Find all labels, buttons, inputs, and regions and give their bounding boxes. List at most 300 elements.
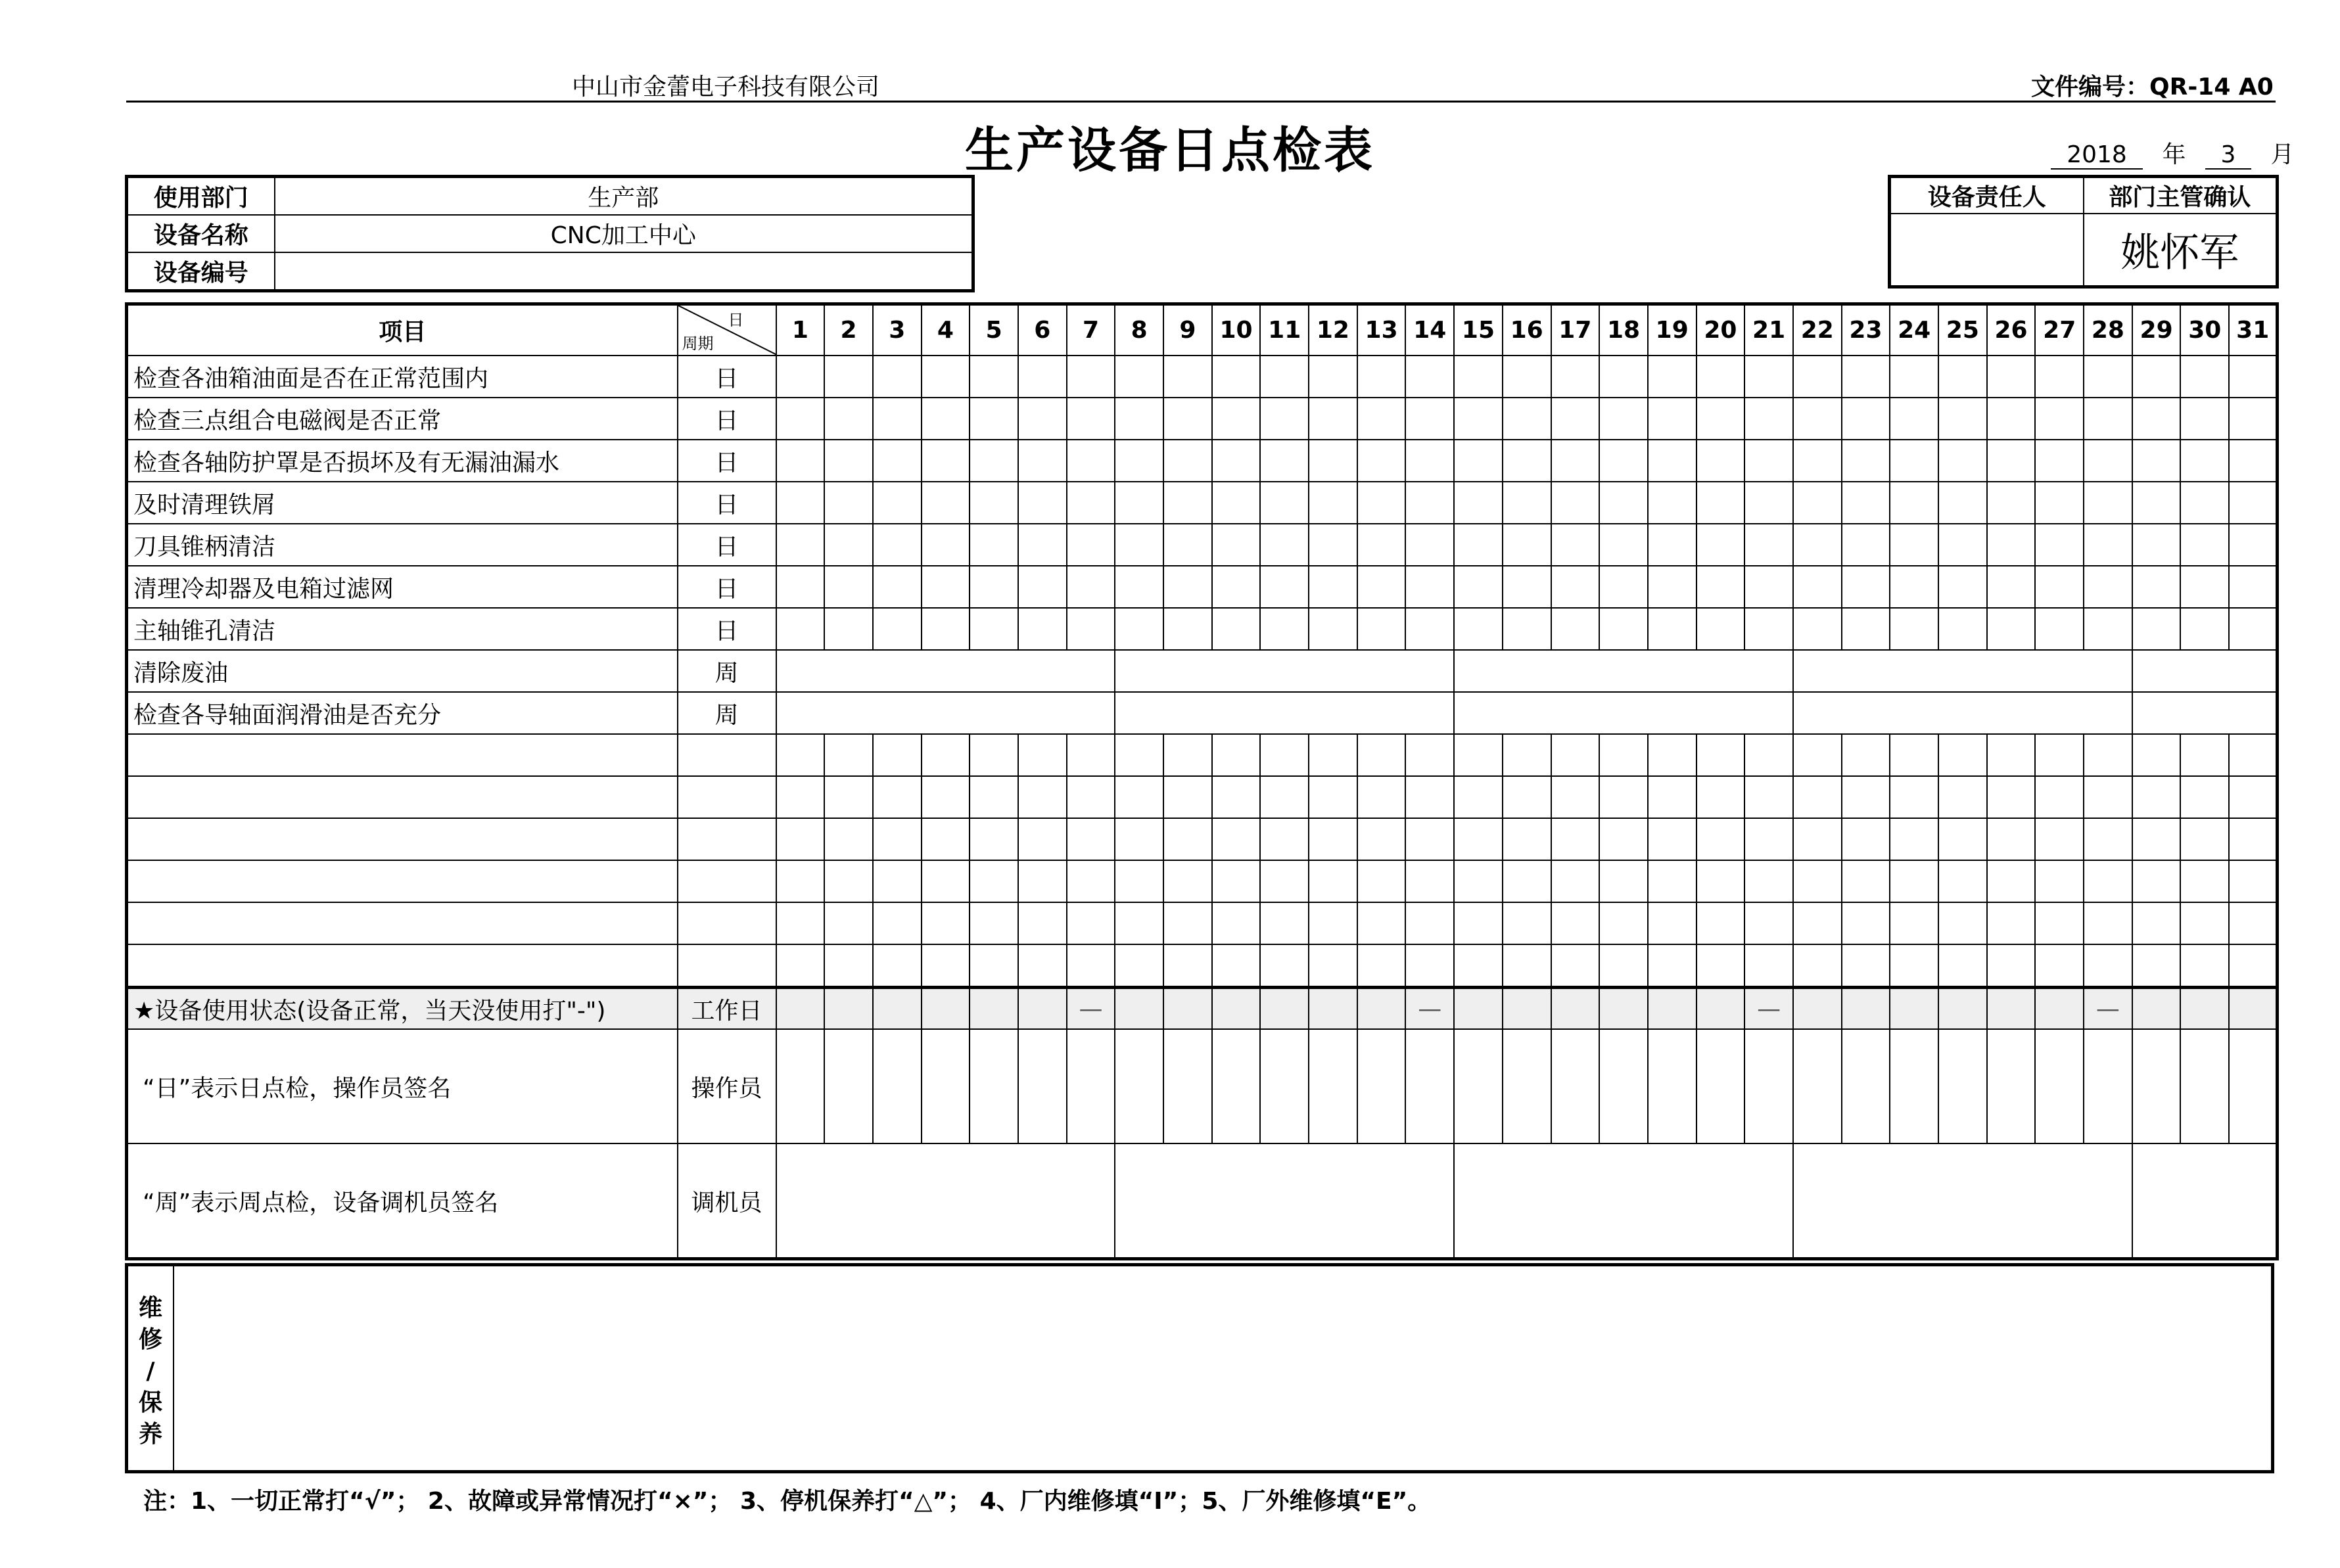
day-check-cell[interactable]: [922, 944, 970, 988]
day-check-cell[interactable]: [2180, 902, 2229, 944]
day-check-cell[interactable]: [1648, 566, 1697, 608]
day-check-cell[interactable]: [2035, 440, 2084, 482]
day-check-cell[interactable]: [1115, 482, 1163, 524]
day-check-cell[interactable]: [873, 734, 922, 776]
day-check-cell[interactable]: [2180, 440, 2229, 482]
operator-signature-cell[interactable]: [1357, 1029, 1406, 1143]
day-check-cell[interactable]: [1987, 356, 2036, 398]
week-check-cell[interactable]: [1454, 650, 1793, 692]
day-check-cell[interactable]: [2084, 776, 2132, 818]
empty-cycle-cell[interactable]: [678, 818, 776, 860]
day-check-cell[interactable]: [1551, 818, 1600, 860]
empty-cycle-cell[interactable]: [678, 860, 776, 902]
day-check-cell[interactable]: [2229, 608, 2278, 650]
day-check-cell[interactable]: [1842, 902, 1890, 944]
day-check-cell[interactable]: [1405, 776, 1454, 818]
day-check-cell[interactable]: [970, 818, 1018, 860]
day-check-cell[interactable]: [2084, 902, 2132, 944]
day-check-cell[interactable]: [776, 734, 825, 776]
day-check-cell[interactable]: [1793, 818, 1842, 860]
operator-signature-cell[interactable]: [922, 1029, 970, 1143]
day-check-cell[interactable]: [2084, 734, 2132, 776]
day-check-cell[interactable]: [824, 398, 873, 440]
year-value[interactable]: 2018: [2051, 141, 2143, 170]
day-check-cell[interactable]: [2035, 860, 2084, 902]
day-check-cell[interactable]: [1938, 524, 1987, 566]
day-check-cell[interactable]: [1357, 944, 1406, 988]
day-check-cell[interactable]: [1793, 566, 1842, 608]
day-check-cell[interactable]: [1503, 608, 1551, 650]
day-check-cell[interactable]: [1309, 398, 1357, 440]
day-check-cell[interactable]: [1697, 776, 1745, 818]
day-check-cell[interactable]: [922, 398, 970, 440]
day-check-cell[interactable]: [1842, 608, 1890, 650]
day-check-cell[interactable]: [1212, 734, 1261, 776]
month-value[interactable]: 3: [2205, 141, 2251, 170]
day-check-cell[interactable]: [2180, 356, 2229, 398]
day-check-cell[interactable]: [970, 608, 1018, 650]
day-check-cell[interactable]: [1212, 944, 1261, 988]
day-check-cell[interactable]: [2132, 482, 2181, 524]
day-check-cell[interactable]: [1018, 776, 1067, 818]
day-check-cell[interactable]: [2084, 524, 2132, 566]
status-cell[interactable]: [1551, 988, 1600, 1030]
day-check-cell[interactable]: [1260, 398, 1309, 440]
operator-signature-cell[interactable]: [1260, 1029, 1309, 1143]
day-check-cell[interactable]: [1551, 944, 1600, 988]
day-check-cell[interactable]: [824, 902, 873, 944]
day-check-cell[interactable]: [1454, 356, 1503, 398]
day-check-cell[interactable]: [1405, 860, 1454, 902]
day-check-cell[interactable]: [1987, 944, 2036, 988]
day-check-cell[interactable]: [1163, 356, 1212, 398]
day-check-cell[interactable]: [1309, 482, 1357, 524]
day-check-cell[interactable]: [1405, 440, 1454, 482]
day-check-cell[interactable]: [1067, 734, 1115, 776]
status-cell[interactable]: [1503, 988, 1551, 1030]
day-check-cell[interactable]: [1697, 566, 1745, 608]
day-check-cell[interactable]: [2132, 776, 2181, 818]
day-check-cell[interactable]: [776, 524, 825, 566]
day-check-cell[interactable]: [1744, 776, 1793, 818]
day-check-cell[interactable]: [1648, 902, 1697, 944]
day-check-cell[interactable]: [2180, 776, 2229, 818]
day-check-cell[interactable]: [922, 482, 970, 524]
day-check-cell[interactable]: [2084, 860, 2132, 902]
day-check-cell[interactable]: [1018, 566, 1067, 608]
status-cell[interactable]: [1212, 988, 1261, 1030]
day-check-cell[interactable]: [1503, 734, 1551, 776]
day-check-cell[interactable]: [1744, 398, 1793, 440]
day-check-cell[interactable]: [1599, 608, 1648, 650]
adjuster-signature-cell[interactable]: [1793, 1143, 2132, 1259]
empty-item-cell[interactable]: [127, 734, 678, 776]
empty-item-cell[interactable]: [127, 860, 678, 902]
day-check-cell[interactable]: [1648, 776, 1697, 818]
day-check-cell[interactable]: [1260, 860, 1309, 902]
day-check-cell[interactable]: [1938, 776, 1987, 818]
day-check-cell[interactable]: [1697, 818, 1745, 860]
day-check-cell[interactable]: [1938, 944, 1987, 988]
status-cell[interactable]: [2180, 988, 2229, 1030]
day-check-cell[interactable]: [1260, 734, 1309, 776]
day-check-cell[interactable]: [1163, 944, 1212, 988]
day-check-cell[interactable]: [1260, 608, 1309, 650]
day-check-cell[interactable]: [970, 944, 1018, 988]
day-check-cell[interactable]: [1938, 902, 1987, 944]
day-check-cell[interactable]: [2229, 944, 2278, 988]
operator-signature-cell[interactable]: [2084, 1029, 2132, 1143]
day-check-cell[interactable]: [1987, 902, 2036, 944]
day-check-cell[interactable]: [2132, 818, 2181, 860]
day-check-cell[interactable]: [824, 944, 873, 988]
day-check-cell[interactable]: [1938, 608, 1987, 650]
day-check-cell[interactable]: [1018, 608, 1067, 650]
operator-signature-cell[interactable]: [1503, 1029, 1551, 1143]
day-check-cell[interactable]: [1744, 608, 1793, 650]
day-check-cell[interactable]: [1890, 566, 1938, 608]
day-check-cell[interactable]: [1260, 482, 1309, 524]
day-check-cell[interactable]: [1744, 734, 1793, 776]
day-check-cell[interactable]: [1115, 734, 1163, 776]
day-check-cell[interactable]: [1503, 356, 1551, 398]
day-check-cell[interactable]: [1793, 482, 1842, 524]
day-check-cell[interactable]: [2132, 440, 2181, 482]
day-check-cell[interactable]: [2132, 902, 2181, 944]
day-check-cell[interactable]: [1890, 776, 1938, 818]
day-check-cell[interactable]: [922, 734, 970, 776]
day-check-cell[interactable]: [1599, 860, 1648, 902]
day-check-cell[interactable]: [970, 482, 1018, 524]
day-check-cell[interactable]: [1938, 566, 1987, 608]
day-check-cell[interactable]: [1260, 524, 1309, 566]
day-check-cell[interactable]: [1115, 818, 1163, 860]
week-check-cell[interactable]: [1793, 692, 2132, 734]
day-check-cell[interactable]: [1842, 482, 1890, 524]
day-check-cell[interactable]: [1599, 398, 1648, 440]
day-check-cell[interactable]: [1697, 860, 1745, 902]
day-check-cell[interactable]: [1260, 440, 1309, 482]
status-cell[interactable]: [1018, 988, 1067, 1030]
day-check-cell[interactable]: [1987, 566, 2036, 608]
day-check-cell[interactable]: [1405, 398, 1454, 440]
day-check-cell[interactable]: [1890, 356, 1938, 398]
day-check-cell[interactable]: [1212, 776, 1261, 818]
day-check-cell[interactable]: [1212, 608, 1261, 650]
day-check-cell[interactable]: [1405, 482, 1454, 524]
day-check-cell[interactable]: [1018, 818, 1067, 860]
day-check-cell[interactable]: [1938, 356, 1987, 398]
day-check-cell[interactable]: [2229, 398, 2278, 440]
day-check-cell[interactable]: [1697, 902, 1745, 944]
empty-cycle-cell[interactable]: [678, 902, 776, 944]
day-check-cell[interactable]: [1067, 440, 1115, 482]
week-check-cell[interactable]: [1454, 692, 1793, 734]
status-cell[interactable]: [776, 988, 825, 1030]
day-check-cell[interactable]: [1018, 440, 1067, 482]
day-check-cell[interactable]: [1744, 566, 1793, 608]
day-check-cell[interactable]: [873, 818, 922, 860]
day-check-cell[interactable]: [1067, 482, 1115, 524]
operator-signature-cell[interactable]: [2132, 1029, 2181, 1143]
status-cell[interactable]: [1842, 988, 1890, 1030]
day-check-cell[interactable]: [922, 440, 970, 482]
day-check-cell[interactable]: [2229, 482, 2278, 524]
week-check-cell[interactable]: [1115, 692, 1454, 734]
week-check-cell[interactable]: [1793, 650, 2132, 692]
day-check-cell[interactable]: [1551, 566, 1600, 608]
day-check-cell[interactable]: [1454, 734, 1503, 776]
operator-signature-cell[interactable]: [873, 1029, 922, 1143]
day-check-cell[interactable]: [970, 398, 1018, 440]
day-check-cell[interactable]: [1357, 566, 1406, 608]
day-check-cell[interactable]: [2035, 356, 2084, 398]
day-check-cell[interactable]: [970, 776, 1018, 818]
day-check-cell[interactable]: [1987, 734, 2036, 776]
day-check-cell[interactable]: [1744, 860, 1793, 902]
operator-signature-cell[interactable]: [1744, 1029, 1793, 1143]
status-cell[interactable]: [1793, 988, 1842, 1030]
status-cell[interactable]: [1357, 988, 1406, 1030]
operator-signature-cell[interactable]: [1018, 1029, 1067, 1143]
day-check-cell[interactable]: [873, 356, 922, 398]
day-check-cell[interactable]: [1405, 818, 1454, 860]
day-check-cell[interactable]: [1018, 860, 1067, 902]
day-check-cell[interactable]: [1163, 398, 1212, 440]
day-check-cell[interactable]: [1890, 482, 1938, 524]
day-check-cell[interactable]: [1551, 608, 1600, 650]
day-check-cell[interactable]: [1163, 524, 1212, 566]
day-check-cell[interactable]: [1648, 734, 1697, 776]
day-check-cell[interactable]: [2035, 482, 2084, 524]
day-check-cell[interactable]: [2229, 818, 2278, 860]
day-check-cell[interactable]: [1503, 944, 1551, 988]
day-check-cell[interactable]: [1357, 860, 1406, 902]
day-check-cell[interactable]: [1648, 356, 1697, 398]
day-check-cell[interactable]: [1212, 524, 1261, 566]
day-check-cell[interactable]: [1890, 608, 1938, 650]
day-check-cell[interactable]: [1115, 860, 1163, 902]
day-check-cell[interactable]: [2035, 398, 2084, 440]
day-check-cell[interactable]: [873, 440, 922, 482]
week-check-cell[interactable]: [2132, 692, 2278, 734]
day-check-cell[interactable]: [1454, 524, 1503, 566]
day-check-cell[interactable]: [922, 566, 970, 608]
day-check-cell[interactable]: [1987, 776, 2036, 818]
day-check-cell[interactable]: [1551, 356, 1600, 398]
day-check-cell[interactable]: [1260, 356, 1309, 398]
day-check-cell[interactable]: [2180, 734, 2229, 776]
day-check-cell[interactable]: [1987, 398, 2036, 440]
week-check-cell[interactable]: [776, 650, 1115, 692]
day-check-cell[interactable]: [1842, 944, 1890, 988]
day-check-cell[interactable]: [824, 608, 873, 650]
day-check-cell[interactable]: [1648, 818, 1697, 860]
day-check-cell[interactable]: [776, 902, 825, 944]
day-check-cell[interactable]: [1357, 482, 1406, 524]
day-check-cell[interactable]: [1260, 818, 1309, 860]
day-check-cell[interactable]: [1115, 524, 1163, 566]
operator-signature-cell[interactable]: [2229, 1029, 2278, 1143]
manager-signature[interactable]: 姚怀军: [2084, 214, 2278, 287]
day-check-cell[interactable]: [1357, 356, 1406, 398]
day-check-cell[interactable]: [1163, 440, 1212, 482]
day-check-cell[interactable]: [1454, 566, 1503, 608]
day-check-cell[interactable]: [1890, 860, 1938, 902]
day-check-cell[interactable]: [1599, 566, 1648, 608]
day-check-cell[interactable]: [1067, 524, 1115, 566]
day-check-cell[interactable]: [1309, 860, 1357, 902]
day-check-cell[interactable]: [1938, 440, 1987, 482]
day-check-cell[interactable]: [1842, 398, 1890, 440]
day-check-cell[interactable]: [2132, 860, 2181, 902]
day-check-cell[interactable]: [1890, 440, 1938, 482]
day-check-cell[interactable]: [1357, 902, 1406, 944]
day-check-cell[interactable]: [922, 860, 970, 902]
day-check-cell[interactable]: [1697, 944, 1745, 988]
day-check-cell[interactable]: [1599, 818, 1648, 860]
day-check-cell[interactable]: [1212, 398, 1261, 440]
operator-signature-cell[interactable]: [970, 1029, 1018, 1143]
day-check-cell[interactable]: [2229, 440, 2278, 482]
status-cell[interactable]: [1599, 988, 1648, 1030]
status-cell[interactable]: [2229, 988, 2278, 1030]
day-check-cell[interactable]: [2132, 398, 2181, 440]
day-check-cell[interactable]: [922, 356, 970, 398]
day-check-cell[interactable]: [1648, 944, 1697, 988]
day-check-cell[interactable]: [1067, 902, 1115, 944]
adjuster-signature-cell[interactable]: [2132, 1143, 2278, 1259]
day-check-cell[interactable]: [2035, 524, 2084, 566]
day-check-cell[interactable]: [776, 818, 825, 860]
day-check-cell[interactable]: [1648, 860, 1697, 902]
day-check-cell[interactable]: [1697, 482, 1745, 524]
day-check-cell[interactable]: [1648, 524, 1697, 566]
day-check-cell[interactable]: [1890, 902, 1938, 944]
day-check-cell[interactable]: [1842, 734, 1890, 776]
operator-signature-cell[interactable]: [1599, 1029, 1648, 1143]
day-check-cell[interactable]: [873, 944, 922, 988]
day-check-cell[interactable]: [1842, 566, 1890, 608]
day-check-cell[interactable]: [1938, 734, 1987, 776]
day-check-cell[interactable]: [776, 398, 825, 440]
day-check-cell[interactable]: [1744, 440, 1793, 482]
day-check-cell[interactable]: [1115, 356, 1163, 398]
status-cell[interactable]: [824, 988, 873, 1030]
status-cell[interactable]: [1697, 988, 1745, 1030]
day-check-cell[interactable]: [1938, 482, 1987, 524]
day-check-cell[interactable]: [1357, 776, 1406, 818]
status-cell[interactable]: [1648, 988, 1697, 1030]
day-check-cell[interactable]: [1405, 902, 1454, 944]
day-check-cell[interactable]: [2035, 818, 2084, 860]
day-check-cell[interactable]: [824, 860, 873, 902]
day-check-cell[interactable]: [1987, 860, 2036, 902]
day-check-cell[interactable]: [1115, 566, 1163, 608]
empty-item-cell[interactable]: [127, 902, 678, 944]
day-check-cell[interactable]: [2180, 818, 2229, 860]
day-check-cell[interactable]: [1260, 566, 1309, 608]
day-check-cell[interactable]: [970, 902, 1018, 944]
maintenance-box[interactable]: [125, 1263, 2274, 1473]
day-check-cell[interactable]: [1260, 776, 1309, 818]
day-check-cell[interactable]: [873, 524, 922, 566]
operator-signature-cell[interactable]: [1890, 1029, 1938, 1143]
day-check-cell[interactable]: [922, 776, 970, 818]
status-cell[interactable]: [1454, 988, 1503, 1030]
adjuster-signature-cell[interactable]: [776, 1143, 1115, 1259]
day-check-cell[interactable]: [1503, 398, 1551, 440]
day-check-cell[interactable]: [2180, 944, 2229, 988]
day-check-cell[interactable]: [1115, 902, 1163, 944]
day-check-cell[interactable]: [1648, 482, 1697, 524]
equipment-name-value[interactable]: CNC加工中心: [275, 215, 973, 252]
day-check-cell[interactable]: [1163, 608, 1212, 650]
day-check-cell[interactable]: [1987, 524, 2036, 566]
day-check-cell[interactable]: [1551, 860, 1600, 902]
day-check-cell[interactable]: [1018, 524, 1067, 566]
dept-value[interactable]: 生产部: [275, 177, 973, 216]
day-check-cell[interactable]: [1938, 818, 1987, 860]
day-check-cell[interactable]: [1793, 902, 1842, 944]
day-check-cell[interactable]: [1938, 398, 1987, 440]
day-check-cell[interactable]: [1067, 860, 1115, 902]
day-check-cell[interactable]: [1551, 440, 1600, 482]
status-cell[interactable]: [1115, 988, 1163, 1030]
day-check-cell[interactable]: [2180, 482, 2229, 524]
day-check-cell[interactable]: [1405, 566, 1454, 608]
day-check-cell[interactable]: [1551, 482, 1600, 524]
day-check-cell[interactable]: [824, 356, 873, 398]
day-check-cell[interactable]: [1405, 524, 1454, 566]
operator-signature-cell[interactable]: [1648, 1029, 1697, 1143]
empty-cycle-cell[interactable]: [678, 944, 776, 988]
status-cell[interactable]: [970, 988, 1018, 1030]
day-check-cell[interactable]: [1454, 860, 1503, 902]
day-check-cell[interactable]: [1503, 440, 1551, 482]
adjuster-signature-cell[interactable]: [1115, 1143, 1454, 1259]
day-check-cell[interactable]: [1405, 356, 1454, 398]
empty-cycle-cell[interactable]: [678, 734, 776, 776]
day-check-cell[interactable]: [1890, 398, 1938, 440]
day-check-cell[interactable]: [1454, 440, 1503, 482]
day-check-cell[interactable]: [2229, 860, 2278, 902]
day-check-cell[interactable]: [1793, 860, 1842, 902]
empty-item-cell[interactable]: [127, 818, 678, 860]
day-check-cell[interactable]: [970, 860, 1018, 902]
day-check-cell[interactable]: [1744, 902, 1793, 944]
day-check-cell[interactable]: [922, 608, 970, 650]
week-check-cell[interactable]: [2132, 650, 2278, 692]
day-check-cell[interactable]: [824, 734, 873, 776]
day-check-cell[interactable]: [1309, 902, 1357, 944]
day-check-cell[interactable]: [1309, 818, 1357, 860]
day-check-cell[interactable]: [1697, 734, 1745, 776]
day-check-cell[interactable]: [1842, 776, 1890, 818]
day-check-cell[interactable]: [2229, 776, 2278, 818]
day-check-cell[interactable]: [2180, 524, 2229, 566]
day-check-cell[interactable]: [1648, 440, 1697, 482]
day-check-cell[interactable]: [1890, 818, 1938, 860]
day-check-cell[interactable]: [1405, 734, 1454, 776]
day-check-cell[interactable]: [1067, 398, 1115, 440]
day-check-cell[interactable]: [1163, 734, 1212, 776]
day-check-cell[interactable]: [1648, 398, 1697, 440]
day-check-cell[interactable]: [1163, 482, 1212, 524]
day-check-cell[interactable]: [2084, 566, 2132, 608]
day-check-cell[interactable]: [2132, 566, 2181, 608]
day-check-cell[interactable]: [1793, 398, 1842, 440]
